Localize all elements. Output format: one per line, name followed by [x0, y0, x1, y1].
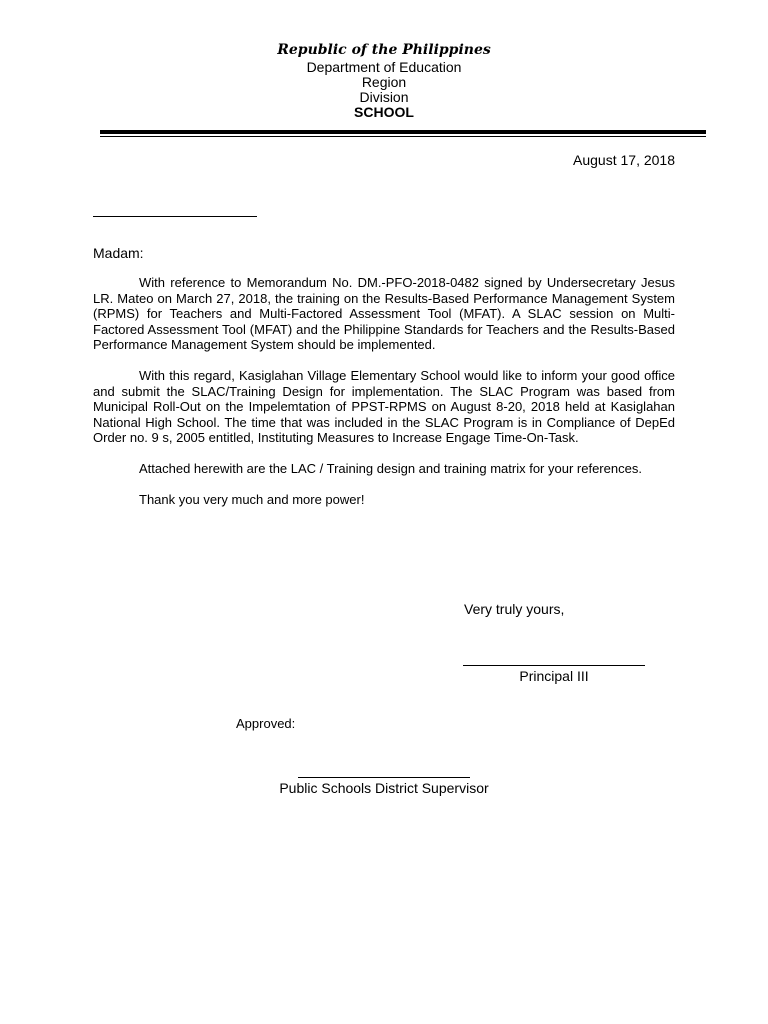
- principal-title: Principal III: [519, 668, 589, 684]
- republic-heading: Republic of the Philippines: [277, 42, 491, 58]
- letter-date: August 17, 2018: [573, 152, 675, 168]
- school-line: SCHOOL: [354, 104, 414, 120]
- addressee-blank-line: [93, 216, 257, 217]
- region-line: Region: [361, 74, 407, 90]
- division-line: Division: [359, 89, 409, 105]
- header-divider-thick: [100, 130, 706, 134]
- letterhead: [0, 40, 768, 120]
- approved-label: Approved:: [236, 716, 296, 731]
- header-divider-thin: [100, 136, 706, 137]
- body-paragraph: With this regard, Kasiglahan Village Elementary School would like to inform your good office and submit the SLAC/Training Design for implementation. The SLAC Program was based from Municipal Roll-Out on the Impelemtation of PPST-RPMS on August 8-20, 2018 held at Kasiglahan National High School. The time that was included in the SLAC Program is in Compliance of DepEd Order no. 9 s, 2005 entitled, Instituting Measures to Increase Engage Time-On-Task.: [93, 367, 675, 446]
- closing: Very truly yours,: [464, 601, 565, 617]
- body-paragraph: Thank you very much and more power!: [139, 491, 365, 507]
- body-paragraph: With reference to Memorandum No. DM.-PFO-2018-0482 signed by Undersecretary Jesus LR. Mateo on March 27, 2018, the training on the Results-Based Performance Management System (RPMS) for Teachers and Multi-Factored Assessment Tool (MFAT). A SLAC session on Multi-Factored Assessment Tool (MFAT) and the Philippine Standards for Teachers and the Results-Based Performance Management System should be implemented.: [93, 275, 675, 353]
- department-line: Department of Education: [306, 59, 462, 75]
- body-paragraph: Attached herewith are the LAC / Training design and training matrix for your references.: [139, 460, 642, 476]
- letter-body: [93, 275, 675, 522]
- principal-signature-line: [463, 665, 645, 666]
- salutation: Madam:: [93, 245, 144, 261]
- supervisor-title: Public Schools District Supervisor: [279, 780, 489, 796]
- supervisor-signature-line: [298, 777, 470, 778]
